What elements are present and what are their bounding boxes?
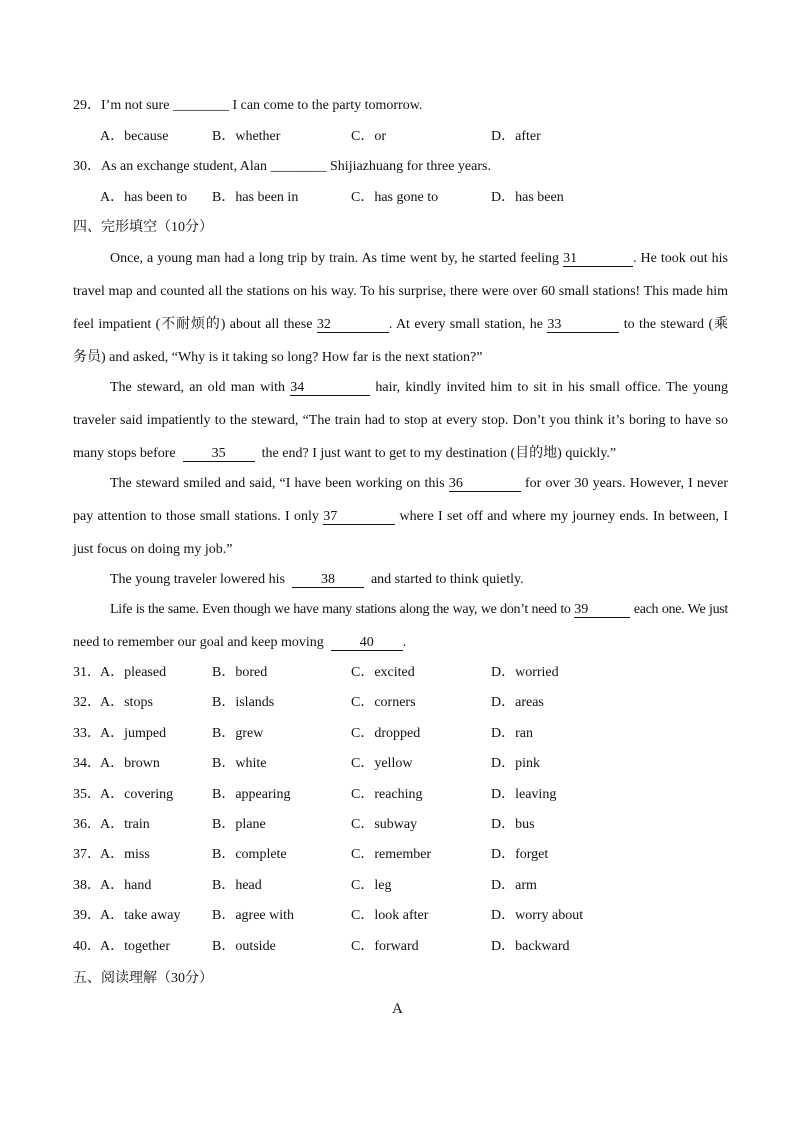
question-29-stem: 29．I’m not sure ________ I can come to the party tomorrow.: [73, 98, 423, 113]
question-number: 38．: [73, 878, 101, 893]
passage-line: travel map and counted all the stations on his way. To his surprise, there were over 60 small stations! This made him: [73, 284, 728, 299]
option-a: A．train: [100, 817, 150, 832]
question-number: 34．: [73, 756, 101, 771]
blank-39: 39: [574, 602, 630, 618]
passage-line: just focus on doing my job.”: [73, 542, 233, 557]
passage-line: Once, a young man had a long trip by train. As time went by, he started feeling 31 . He took out his: [110, 251, 728, 266]
option-d: D．bus: [491, 817, 535, 832]
option-c: C．or: [351, 129, 386, 144]
option-c: C．subway: [351, 817, 418, 832]
question-number: 40．: [73, 939, 101, 954]
option-b: B．has been in: [212, 190, 299, 205]
question-number: 39．: [73, 908, 101, 923]
option-c: C．leg: [351, 878, 392, 893]
option-a: A．brown: [100, 756, 160, 771]
blank-34: 34: [290, 380, 370, 396]
option-a: A．stops: [100, 695, 153, 710]
option-b: B．outside: [212, 939, 276, 954]
option-c: C．forward: [351, 939, 419, 954]
blank-37: 37: [323, 509, 395, 525]
blank-40: 40: [331, 635, 403, 651]
option-a: A．because: [100, 129, 169, 144]
passage-line: pay attention to those small stations. I only 37 where I set off and where my journey ends. In between, I: [73, 509, 729, 524]
option-b: B．islands: [212, 695, 275, 710]
option-b: B．bored: [212, 665, 268, 680]
reading-part-label: A: [392, 1001, 403, 1017]
blank-38: 38: [292, 572, 364, 588]
option-c: C．has gone to: [351, 190, 439, 205]
option-c: C．yellow: [351, 756, 413, 771]
option-d: D．worried: [491, 665, 559, 680]
option-b: B．appearing: [212, 787, 291, 802]
passage-line: 务员) and asked, “Why is it taking so long? How far is the next station?”: [73, 350, 483, 365]
question-number: 36．: [73, 817, 101, 832]
option-a: A．jumped: [100, 726, 167, 741]
option-c: C．look after: [351, 908, 429, 923]
question-number: 33．: [73, 726, 101, 741]
option-c: C．excited: [351, 665, 415, 680]
question-number: 31．: [73, 665, 101, 680]
option-a: A．has been to: [100, 190, 188, 205]
option-d: D．has been: [491, 190, 564, 205]
passage-line: traveler said impatiently to the steward, “The train had to stop at every stop. Don’t you think it’s boring to have so: [73, 413, 728, 428]
passage-line: Life is the same. Even though we have many stations along the way, we don’t need to 39 each one. We just: [110, 602, 729, 617]
question-number: 37．: [73, 847, 101, 862]
option-d: D．ran: [491, 726, 533, 741]
option-b: B．whether: [212, 129, 281, 144]
option-b: B．grew: [212, 726, 264, 741]
blank-36: 36: [449, 476, 521, 492]
option-c: C．corners: [351, 695, 416, 710]
passage-line: The steward, an old man with 34 hair, kindly invited him to sit in his small office. The young: [110, 380, 729, 395]
option-a: A．pleased: [100, 665, 167, 680]
blank-31: 31: [563, 251, 633, 267]
passage-line: need to remember our goal and keep moving 40 .: [73, 635, 407, 650]
option-c: C．reaching: [351, 787, 423, 802]
option-a: A．covering: [100, 787, 174, 802]
passage-line: The steward smiled and said, “I have been working on this 36 for over 30 years. However, I never: [110, 476, 728, 491]
question-number: 32．: [73, 695, 101, 710]
option-d: D．forget: [491, 847, 549, 862]
blank-35: 35: [183, 446, 255, 462]
option-c: C．remember: [351, 847, 432, 862]
option-b: B．agree with: [212, 908, 295, 923]
passage-line: feel impatient (不耐烦的) about all these 32 . At every small station, he 33 to the steward (乘: [73, 317, 728, 332]
option-b: B．complete: [212, 847, 287, 862]
question-30-stem: 30．As an exchange student, Alan ________ Shijiazhuang for three years.: [73, 159, 491, 174]
blank-33: 33: [547, 317, 619, 333]
option-a: A．hand: [100, 878, 152, 893]
option-d: D．leaving: [491, 787, 557, 802]
option-d: D．after: [491, 129, 541, 144]
option-b: B．plane: [212, 817, 266, 832]
option-d: D．backward: [491, 939, 570, 954]
option-b: B．head: [212, 878, 262, 893]
blank-29: ________: [172, 98, 229, 113]
option-d: D．worry about: [491, 908, 584, 923]
passage-line: many stops before 35 the end? I just want to get to my destination (目的地) quickly.”: [73, 446, 617, 461]
option-a: A．miss: [100, 847, 150, 862]
option-b: B．white: [212, 756, 267, 771]
option-d: D．areas: [491, 695, 544, 710]
question-number: 35．: [73, 787, 101, 802]
option-a: A．take away: [100, 908, 181, 923]
blank-30: ________: [270, 159, 327, 174]
option-a: A．together: [100, 939, 170, 954]
option-d: D．arm: [491, 878, 537, 893]
passage-line: The young traveler lowered his 38 and started to think quietly.: [110, 572, 524, 587]
section-heading-reading: 五、阅读理解（30分）: [73, 971, 213, 986]
blank-32: 32: [317, 317, 389, 333]
option-c: C．dropped: [351, 726, 421, 741]
option-d: D．pink: [491, 756, 540, 771]
section-heading-cloze: 四、完形填空（10分）: [73, 220, 213, 235]
